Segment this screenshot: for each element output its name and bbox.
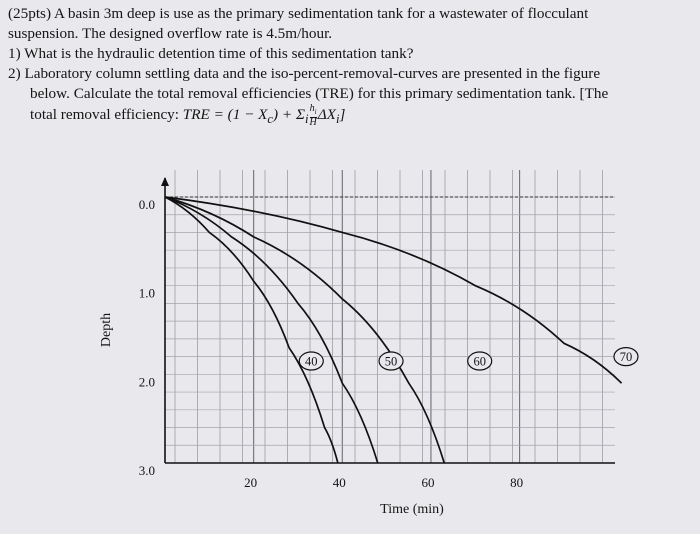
question-2-line-3: total removal efficiency: TRE = $(1 - X_c) + \Sigma_i$ $\frac{h_i}{H}$ $\Delta X_i$] <box>30 103 346 128</box>
y-axis-arrow <box>161 177 169 186</box>
y-tick-label: 0.0 <box>138 197 155 212</box>
x-tick-label: 80 <box>510 475 524 490</box>
y-axis-label: Depth <box>99 312 114 348</box>
problem-line-1: (25pts) A basin 3m deep is use as the primary sedimentation tank for a wastewater of flocculant <box>8 5 589 22</box>
x-tick-label: 60 <box>421 475 435 490</box>
curve-label-60: 60 <box>473 354 486 369</box>
curve-label-40: 40 <box>305 354 318 369</box>
hi-over-h-fraction: $\frac{h_i}{H}$ <box>309 103 317 128</box>
curve-label-50: 50 <box>384 354 398 369</box>
question-1: 1) What is the hydraulic detention time of this sedimentation tank? <box>8 45 414 62</box>
y-tick-label: 1.0 <box>138 285 155 301</box>
y-tick-label: 3.0 <box>138 463 155 478</box>
problem-line-2: suspension. The designed overflow rate is 4.5m/hour. <box>8 25 333 42</box>
question-2-line-1: 2) Laboratory column settling data and the iso-percent-removal-curves are presented in the figure <box>8 65 601 82</box>
iso-removal-curve-50 <box>165 197 378 463</box>
iso-removal-curve-40 <box>165 197 338 463</box>
curve-label-70: 70 <box>619 350 633 365</box>
question-2-line-2: below. Calculate the total removal efficiencies (TRE) for this primary sedimentation tank. [The <box>30 85 609 102</box>
x-axis-label: Time (min) <box>380 502 444 517</box>
y-tick-label: 2.0 <box>138 374 155 390</box>
x-tick-label: 20 <box>244 475 258 490</box>
tre-formula: TRE = $(1 - X_c) + \Sigma_i$ $\frac{h_i}{H}$ $\Delta X_i$] <box>182 103 346 128</box>
iso-removal-curve-60 <box>165 197 444 463</box>
x-tick-label: 40 <box>332 475 346 490</box>
